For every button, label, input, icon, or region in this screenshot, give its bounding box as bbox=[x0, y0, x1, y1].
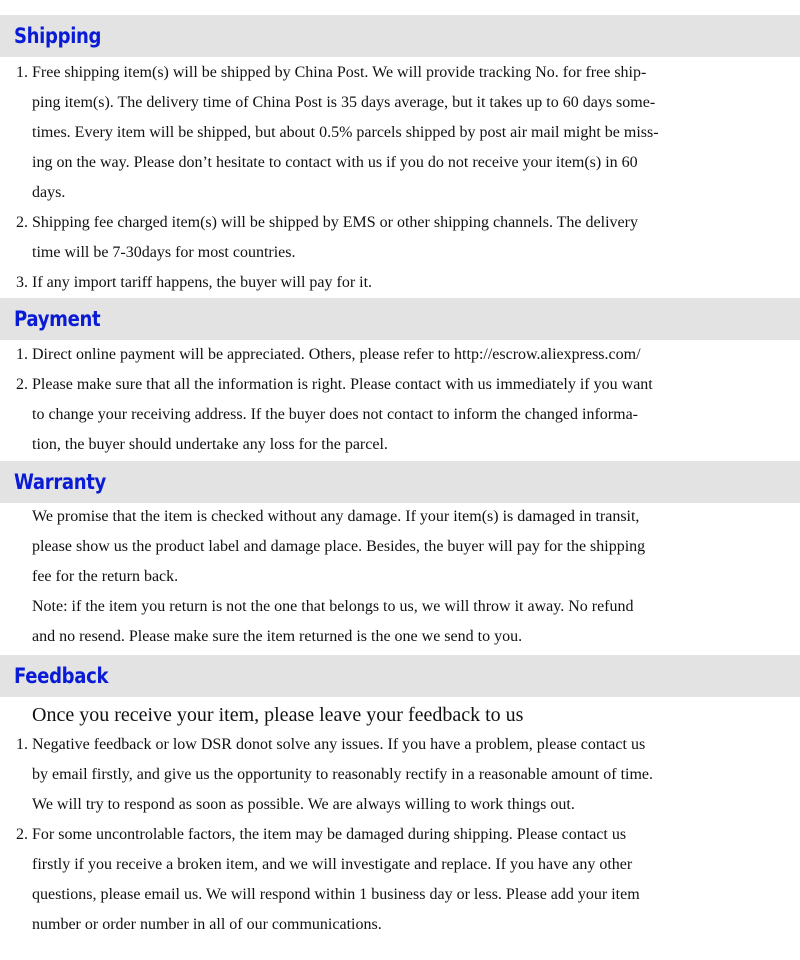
warranty-section bbox=[0, 502, 800, 652]
shipping-item-3 bbox=[0, 268, 800, 298]
payment-item-2-line-3: tion, the buyer should undertake any loss for the parcel. bbox=[32, 436, 388, 453]
shipping-item-2-text bbox=[32, 208, 752, 268]
feedback-item-1-line-2: by email firstly, and give us the opportunity to reasonably rectify in a reasonable amount of time. bbox=[32, 766, 654, 783]
shipping-item-2-line-1: Shipping fee charged item(s) will be shipped by EMS or other shipping channels. The delivery bbox=[32, 214, 638, 231]
shipping-item-1-number: 1. bbox=[16, 64, 28, 81]
shipping-item-3-text bbox=[32, 268, 752, 298]
warranty-line-5: and no resend. Please make sure the item returned is the one we send to you. bbox=[32, 628, 523, 645]
payment-item-1-text bbox=[32, 340, 752, 370]
shipping-item-3-number: 3. bbox=[16, 274, 28, 291]
feedback-item-2-line-2: firstly if you receive a broken item, and we will investigate and replace. If you have any other bbox=[32, 856, 633, 873]
feedback-item-1-line-1: Negative feedback or low DSR donot solve any issues. If you have a problem, please contact us bbox=[32, 736, 646, 753]
shipping-item-1-line-1: Free shipping item(s) will be shipped by China Post. We will provide tracking No. for free ship- bbox=[32, 64, 647, 81]
feedback-item-2 bbox=[0, 820, 800, 940]
payment-item-2-line-2: to change your receiving address. If the buyer does not contact to inform the changed informa- bbox=[32, 406, 639, 423]
shipping-item-1-line-4: ing on the way. Please don’t hesitate to contact with us if you do not receive your item(s) in 60 bbox=[32, 154, 638, 171]
feedback-item-2-text bbox=[32, 820, 752, 940]
shipping-item-1-text bbox=[32, 58, 752, 208]
feedback-item-1-text bbox=[32, 730, 752, 820]
feedback-section bbox=[0, 700, 800, 940]
shipping-item-3-line-1: If any import tariff happens, the buyer will pay for it. bbox=[32, 274, 373, 291]
shipping-item-1-line-5: days. bbox=[32, 184, 66, 201]
payment-item-2-line-1: Please make sure that all the information is right. Please contact with us immediately if you want bbox=[32, 376, 653, 393]
payment-title: Payment bbox=[14, 307, 101, 331]
payment-item-1 bbox=[0, 340, 800, 370]
feedback-header bbox=[0, 655, 800, 697]
feedback-intro: Once you receive your item, please leave your feedback to us bbox=[32, 704, 524, 726]
warranty-line-2: please show us the product label and damage place. Besides, the buyer will pay for the shipping bbox=[32, 538, 646, 555]
shipping-section bbox=[0, 58, 800, 298]
shipping-item-2-line-2: time will be 7-30days for most countries. bbox=[32, 244, 296, 261]
feedback-item-2-line-4: number or order number in all of our communications. bbox=[32, 916, 382, 933]
shipping-item-2-number: 2. bbox=[16, 214, 28, 231]
warranty-line-3: fee for the return back. bbox=[32, 568, 179, 585]
warranty-header bbox=[0, 461, 800, 503]
feedback-item-1 bbox=[0, 730, 800, 820]
payment-header bbox=[0, 298, 800, 340]
shipping-item-1-line-3: times. Every item will be shipped, but about 0.5% parcels shipped by post air mail might be miss- bbox=[32, 124, 659, 141]
shipping-title: Shipping bbox=[14, 24, 102, 48]
payment-item-2-text bbox=[32, 370, 752, 460]
feedback-title: Feedback bbox=[14, 664, 109, 688]
payment-item-1-line-1: Direct online payment will be appreciated. Others, please refer to http://escrow.aliexpress.com/ bbox=[32, 346, 641, 363]
feedback-item-1-number: 1. bbox=[16, 736, 28, 753]
warranty-title: Warranty bbox=[14, 470, 106, 494]
feedback-item-2-line-3: questions, please email us. We will respond within 1 business day or less. Please add your item bbox=[32, 886, 640, 903]
shipping-item-2 bbox=[0, 208, 800, 268]
shipping-item-1 bbox=[0, 58, 800, 208]
warranty-line-1: We promise that the item is checked without any damage. If your item(s) is damaged in transit, bbox=[32, 508, 640, 525]
shipping-header bbox=[0, 15, 800, 57]
payment-item-1-number: 1. bbox=[16, 346, 28, 363]
feedback-item-2-line-1: For some uncontrolable factors, the item may be damaged during shipping. Please contact us bbox=[32, 826, 627, 843]
warranty-line-4: Note: if the item you return is not the one that belongs to us, we will throw it away. No refund bbox=[32, 598, 634, 615]
payment-item-2 bbox=[0, 370, 800, 460]
payment-section bbox=[0, 340, 800, 460]
payment-item-2-number: 2. bbox=[16, 376, 28, 393]
shipping-item-1-line-2: ping item(s). The delivery time of China Post is 35 days average, but it takes up to 60 days some- bbox=[32, 94, 656, 111]
feedback-item-2-number: 2. bbox=[16, 826, 28, 843]
feedback-item-1-line-3: We will try to respond as soon as possible. We are always willing to work things out. bbox=[32, 796, 575, 813]
